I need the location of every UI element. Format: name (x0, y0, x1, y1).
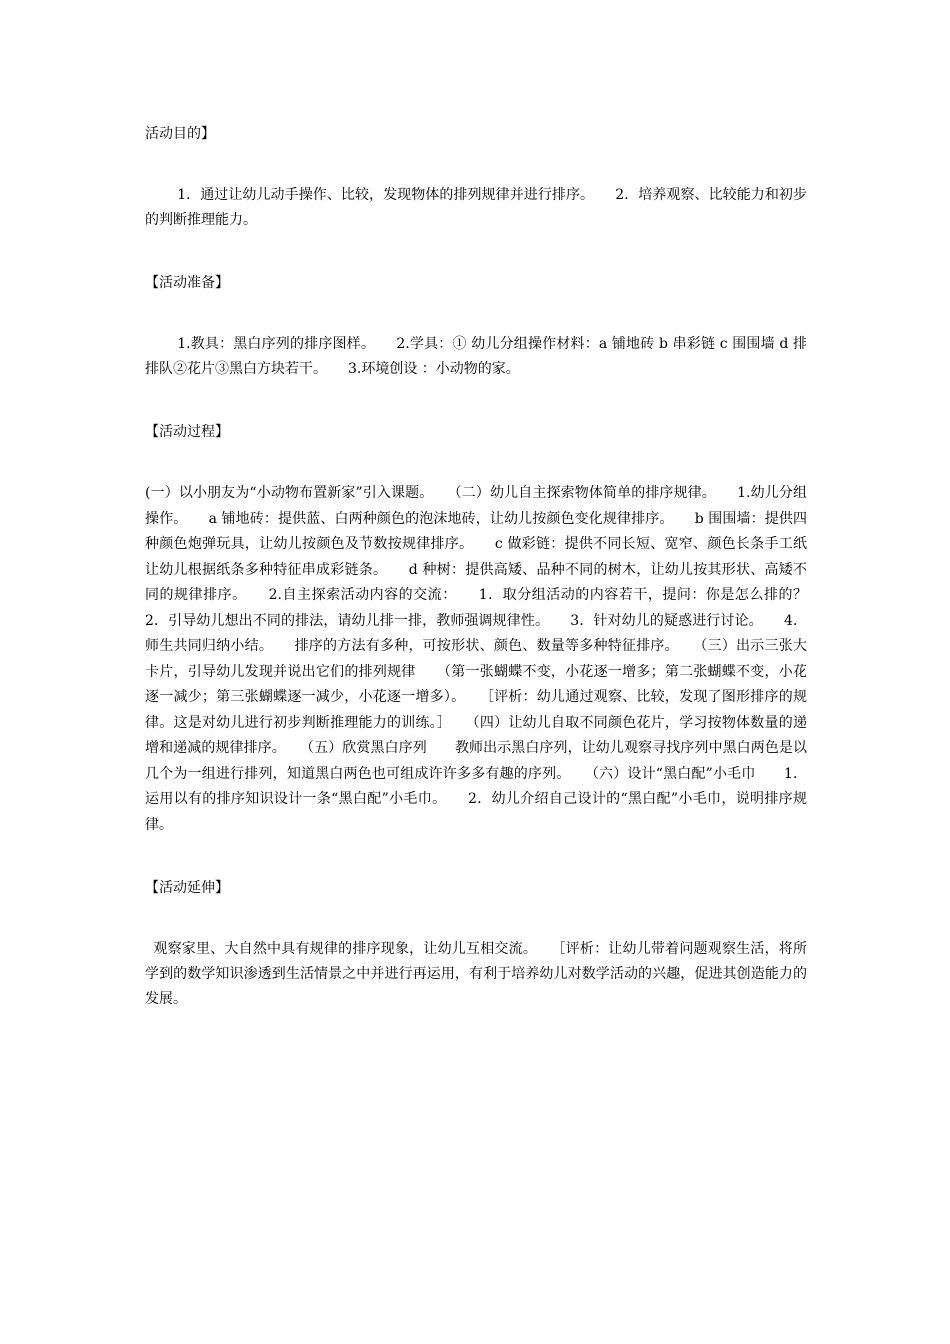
document-content (145, 122, 821, 1012)
section-body-process: (一）以小朋友为“小动物布置新家”引入课题。 （二）幼儿自主探索物体简单的排序规律。 1.幼儿分组操作。 a 铺地砖：提供蓝、白两种颜色的泡沫地砖，让幼儿按颜色变化规律排序。 b 围围墙：提供四种颜色炮弹玩具，让幼儿按颜色及节数按规律排序。 c 做彩链：提供不同长短、宽窄、颜色长条手工纸让幼儿根据纸条多种特征串成彩链条。 d 种树：提供高矮、品种不同的树木，让幼儿按其形状、高矮不同的规律排序。 2.自主探索活动内容的交流： 1．取分组活动的内容若干，提问：你是怎么排的？ 2．引导幼儿想出不同的排法，请幼儿排一排，教师强调规律性。 3．针对幼儿的疑惑进行讨论。 4．师生共同归纳小结。 排序的方法有多种，可按形状、颜色、数量等多种特征排序。 （三）出示三张大卡片，引导幼儿发现并说出它们的排列规律 （第一张蝴蝶不变，小花逐一增多；第二张蝴蝶不变，小花逐一减少；第三张蝴蝶逐一减少，小花逐一增多）。 ［评析：幼儿通过观察、比较，发现了图形排序的规律。这是对幼儿进行初步判断推理能力的训练。］ （四）让幼儿自取不同颜色花片，学习按物体数量的递增和递减的规律排序。 （五）欣赏黑白序列 教师出示黑白序列，让幼儿观察寻找序列中黑白两色是以几个为一组进行排列，知道黑白两色也可组成许许多多有趣的序列。 （六）设计“黑白配”小毛巾 1．运用以有的排序知识设计一条“黑白配”小毛巾。 2．幼儿介绍自己设计的“黑白配”小毛巾，说明排序规律。 (145, 485, 821, 833)
spacer (145, 445, 807, 481)
spacer (145, 838, 807, 876)
section-body-extension: 观察家里、大自然中具有规律的排序现象，让幼儿互相交流。 ［评析：让幼儿带着问题观察生活，将所学到的数学知识渗透到生活情景之中并进行再运用，有利于培养幼儿对数学活动的兴趣，促进其创造能力的发展。 (145, 941, 807, 1007)
section-heading-preparation: 【活动准备】 (145, 275, 229, 291)
section-heading-process: 【活动过程】 (145, 424, 229, 440)
section-heading-extension: 【活动延伸】 (145, 880, 229, 896)
section-body-goals: 1．通过让幼儿动手操作、比较，发现物体的排列规律并进行排序。 2．培养观察、比较能力和初步的判断推理能力。 (145, 187, 807, 228)
spacer (145, 296, 807, 332)
spacer (145, 233, 807, 271)
section-heading-goals: 活动目的】 (145, 126, 215, 142)
spacer (145, 901, 807, 937)
spacer (145, 147, 807, 183)
spacer (145, 382, 807, 420)
section-body-preparation: 1.教具：黑白序列的排序图样。 2.学具：① 幼儿分组操作材料：a 铺地砖 b 串彩链 c 围围墙 d 排排队②花片③黑白方块若干。 3.环境创设 ：小动物的家。 (145, 336, 807, 377)
